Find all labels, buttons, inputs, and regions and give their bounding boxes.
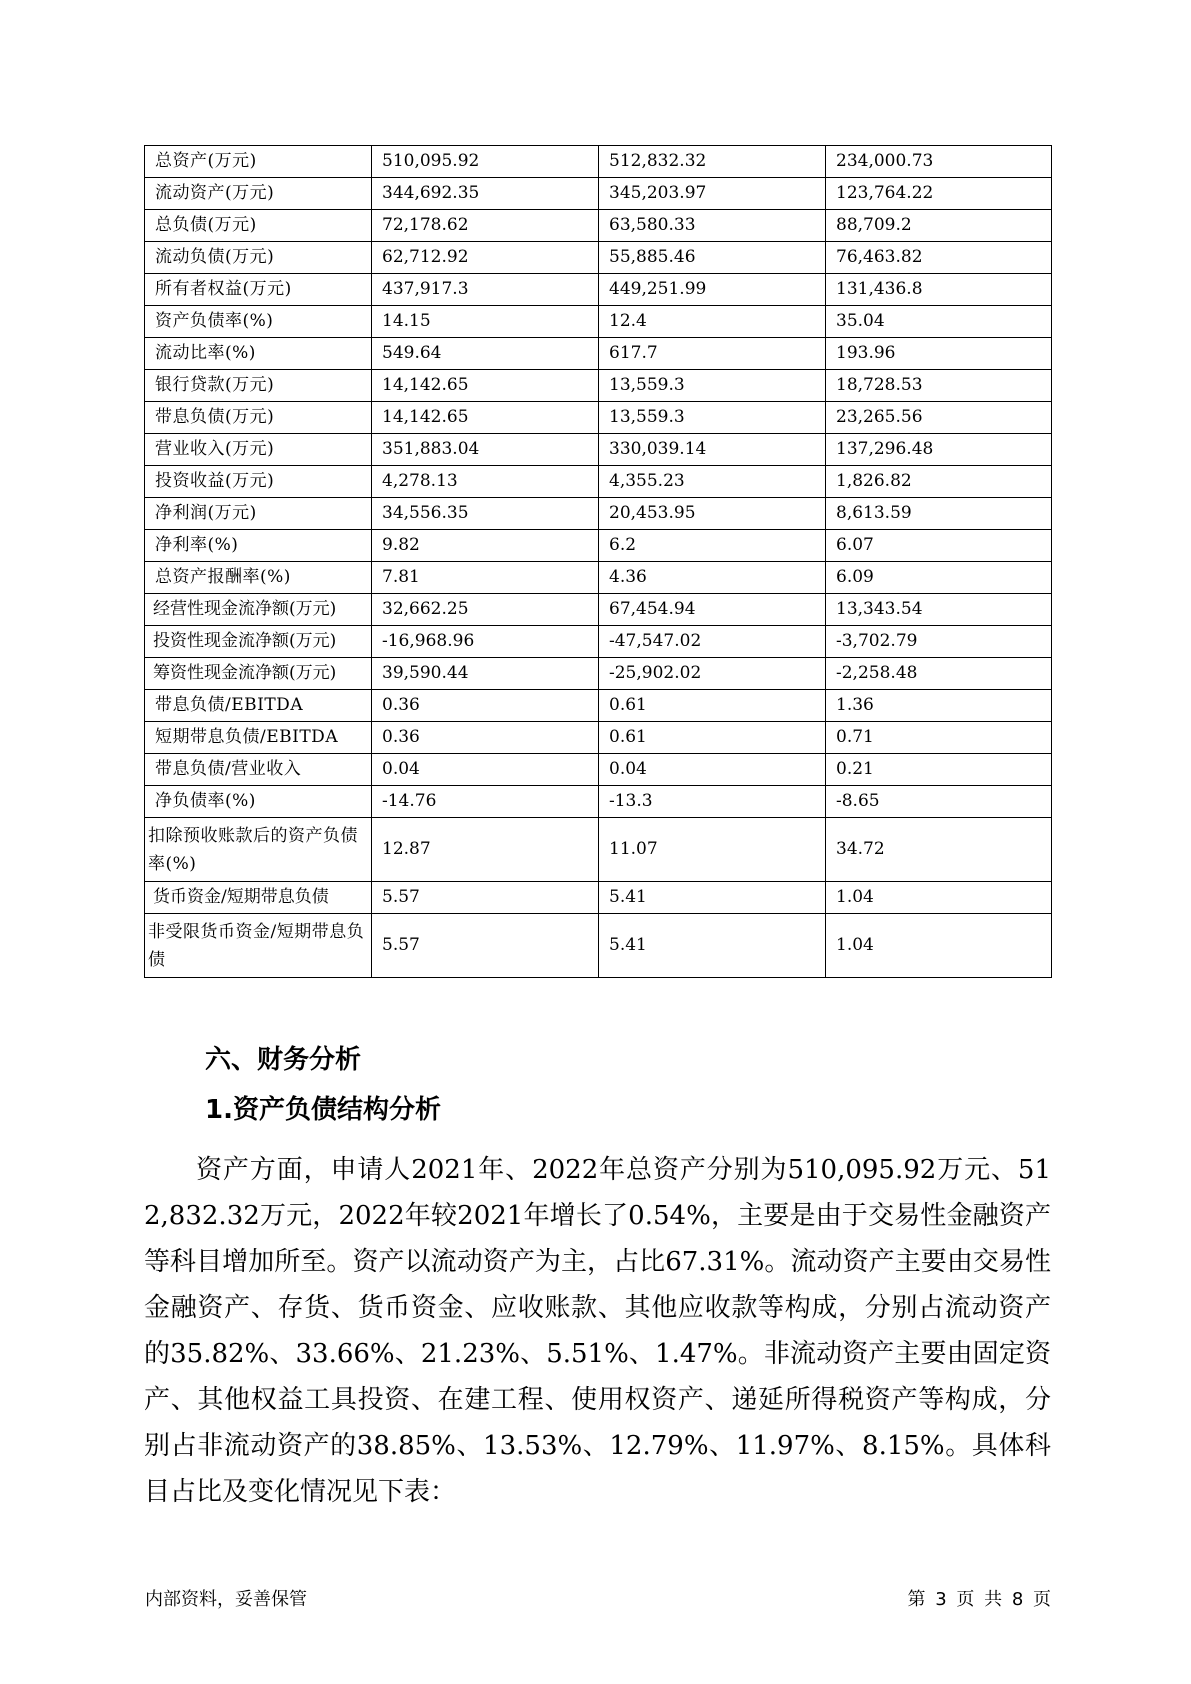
row-label: 总负债(万元) [145, 210, 372, 242]
table-row [145, 210, 1052, 242]
table-row [145, 594, 1052, 626]
table-row [145, 562, 1052, 594]
value-col-3: 1.36 [826, 690, 1052, 722]
financial-indicators-table [144, 145, 1052, 978]
value-col-1: 62,712.92 [372, 242, 599, 274]
value-col-2: 20,453.95 [599, 498, 826, 530]
section-heading: 六、财务分析 [205, 1045, 362, 1075]
value-col-3: 137,296.48 [826, 434, 1052, 466]
row-label: 营业收入(万元) [145, 434, 372, 466]
value-col-2: 617.7 [599, 338, 826, 370]
row-label: 非受限货币资金/短期带息负债 [145, 914, 372, 978]
row-label: 净负债率(%) [145, 786, 372, 818]
value-col-3: 1,826.82 [826, 466, 1052, 498]
value-col-1: 5.57 [372, 882, 599, 914]
table-row [145, 658, 1052, 690]
row-label: 扣除预收账款后的资产负债率(%) [145, 818, 372, 882]
table-row [145, 626, 1052, 658]
row-label: 带息负债/EBITDA [145, 690, 372, 722]
value-col-2: 12.4 [599, 306, 826, 338]
value-col-3: 13,343.54 [826, 594, 1052, 626]
value-col-1: -16,968.96 [372, 626, 599, 658]
table-row [145, 242, 1052, 274]
value-col-3: -8.65 [826, 786, 1052, 818]
table-row [145, 338, 1052, 370]
value-col-3: 6.09 [826, 562, 1052, 594]
value-col-2: -13.3 [599, 786, 826, 818]
value-col-3: 1.04 [826, 914, 1052, 978]
value-col-3: 18,728.53 [826, 370, 1052, 402]
table-row [145, 690, 1052, 722]
value-col-2: 5.41 [599, 882, 826, 914]
row-label: 流动资产(万元) [145, 178, 372, 210]
table-row [145, 722, 1052, 754]
table-row [145, 914, 1052, 978]
table-row [145, 530, 1052, 562]
value-col-3: 0.21 [826, 754, 1052, 786]
value-col-1: 34,556.35 [372, 498, 599, 530]
value-col-3: 23,265.56 [826, 402, 1052, 434]
value-col-3: 234,000.73 [826, 146, 1052, 178]
value-col-3: -3,702.79 [826, 626, 1052, 658]
table-body [145, 146, 1052, 978]
value-col-2: 11.07 [599, 818, 826, 882]
table-row [145, 466, 1052, 498]
row-label: 资产负债率(%) [145, 306, 372, 338]
value-col-1: 14.15 [372, 306, 599, 338]
value-col-2: 5.41 [599, 914, 826, 978]
value-col-3: 34.72 [826, 818, 1052, 882]
value-col-1: 32,662.25 [372, 594, 599, 626]
value-col-1: 437,917.3 [372, 274, 599, 306]
table-row [145, 178, 1052, 210]
value-col-2: 4,355.23 [599, 466, 826, 498]
table-row [145, 754, 1052, 786]
row-label: 经营性现金流净额(万元) [145, 594, 372, 626]
body-paragraph: 资产方面，申请人2021年、2022年总资产分别为510,095.92万元、512,832.32万元，2022年较2021年增长了0.54%，主要是由于交易性金融资产等科目增加所至。资产以流动资产为主，占比67.31%。流动资产主要由交易性金融资产、存货、货币资金、应收账款、其他应收款等构成，分别占流动资产的35.82%、33.66%、21.23%、5.51%、1.47%。非流动资产主要由固定资产、其他权益工具投资、在建工程、使用权资产、递延所得税资产等构成，分别占非流动资产的38.85%、13.53%、12.79%、11.97%、8.15%。具体科目占比及变化情况见下表： [144, 1155, 1051, 1507]
value-col-1: 14,142.65 [372, 370, 599, 402]
footer-confidential-note: 内部资料，妥善保管 [145, 1589, 307, 1610]
row-label: 净利率(%) [145, 530, 372, 562]
value-col-2: 13,559.3 [599, 370, 826, 402]
value-col-2: 4.36 [599, 562, 826, 594]
row-label: 短期带息负债/EBITDA [145, 722, 372, 754]
value-col-1: 510,095.92 [372, 146, 599, 178]
value-col-2: 13,559.3 [599, 402, 826, 434]
row-label: 所有者权益(万元) [145, 274, 372, 306]
table-row [145, 882, 1052, 914]
table-row [145, 306, 1052, 338]
value-col-2: 0.61 [599, 690, 826, 722]
value-col-1: 4,278.13 [372, 466, 599, 498]
row-label: 净利润(万元) [145, 498, 372, 530]
row-label: 筹资性现金流净额(万元) [145, 658, 372, 690]
value-col-2: 0.04 [599, 754, 826, 786]
value-col-3: 123,764.22 [826, 178, 1052, 210]
page-number: 第 3 页 共 8 页 [907, 1589, 1051, 1610]
value-col-2: 6.2 [599, 530, 826, 562]
value-col-3: 0.71 [826, 722, 1052, 754]
table-row [145, 274, 1052, 306]
value-col-2: 55,885.46 [599, 242, 826, 274]
value-col-3: 76,463.82 [826, 242, 1052, 274]
table-row [145, 402, 1052, 434]
table-row [145, 434, 1052, 466]
row-label: 总资产(万元) [145, 146, 372, 178]
value-col-1: 9.82 [372, 530, 599, 562]
value-col-2: 345,203.97 [599, 178, 826, 210]
value-col-2: 67,454.94 [599, 594, 826, 626]
value-col-2: 330,039.14 [599, 434, 826, 466]
table-row [145, 498, 1052, 530]
value-col-3: 193.96 [826, 338, 1052, 370]
value-col-1: 0.04 [372, 754, 599, 786]
row-label: 投资收益(万元) [145, 466, 372, 498]
value-col-1: 344,692.35 [372, 178, 599, 210]
row-label: 带息负债/营业收入 [145, 754, 372, 786]
value-col-3: 1.04 [826, 882, 1052, 914]
row-label: 银行贷款(万元) [145, 370, 372, 402]
row-label: 流动负债(万元) [145, 242, 372, 274]
value-col-1: 0.36 [372, 690, 599, 722]
value-col-3: 131,436.8 [826, 274, 1052, 306]
subsection-heading: 1.资产负债结构分析 [205, 1095, 441, 1125]
value-col-2: 512,832.32 [599, 146, 826, 178]
value-col-1: 14,142.65 [372, 402, 599, 434]
value-col-2: 0.61 [599, 722, 826, 754]
value-col-1: 12.87 [372, 818, 599, 882]
row-label: 流动比率(%) [145, 338, 372, 370]
value-col-3: 88,709.2 [826, 210, 1052, 242]
value-col-1: 351,883.04 [372, 434, 599, 466]
value-col-1: 72,178.62 [372, 210, 599, 242]
row-label: 投资性现金流净额(万元) [145, 626, 372, 658]
value-col-1: 39,590.44 [372, 658, 599, 690]
value-col-3: 6.07 [826, 530, 1052, 562]
value-col-1: -14.76 [372, 786, 599, 818]
row-label: 带息负债(万元) [145, 402, 372, 434]
table-row [145, 146, 1052, 178]
table-row [145, 818, 1052, 882]
value-col-1: 5.57 [372, 914, 599, 978]
value-col-1: 7.81 [372, 562, 599, 594]
table-row [145, 786, 1052, 818]
value-col-2: -25,902.02 [599, 658, 826, 690]
value-col-3: 8,613.59 [826, 498, 1052, 530]
row-label: 货币资金/短期带息负债 [145, 882, 372, 914]
value-col-1: 0.36 [372, 722, 599, 754]
value-col-1: 549.64 [372, 338, 599, 370]
value-col-2: 449,251.99 [599, 274, 826, 306]
value-col-2: 63,580.33 [599, 210, 826, 242]
table-row [145, 370, 1052, 402]
value-col-3: 35.04 [826, 306, 1052, 338]
row-label: 总资产报酬率(%) [145, 562, 372, 594]
value-col-3: -2,258.48 [826, 658, 1052, 690]
value-col-2: -47,547.02 [599, 626, 826, 658]
